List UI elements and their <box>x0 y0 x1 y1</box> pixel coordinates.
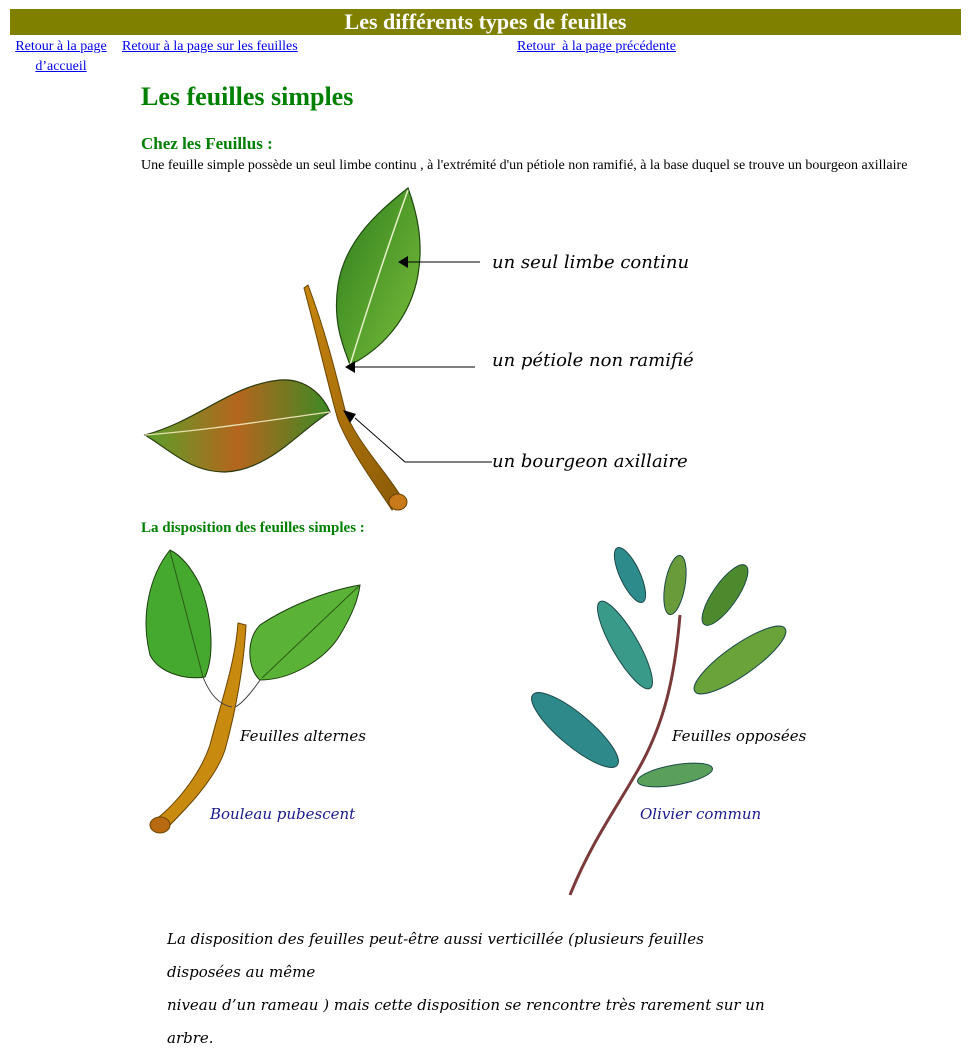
bouleau-twig-cut <box>150 817 170 833</box>
label-bourgeon: un bourgeon axillaire <box>492 451 688 472</box>
previous-page-link[interactable]: Retour à la page précédente <box>517 39 676 54</box>
olivier-leaf-4 <box>589 595 662 695</box>
intro-text: Une feuille simple possède un seul limbe continu , à l'extrémité d'un pétiole non ramifié, à la base duquel se trouve un bourgeon axillaire <box>141 158 908 173</box>
twig-cut-end <box>389 494 407 510</box>
verticillee-note <box>167 923 767 1055</box>
page-title: Les feuilles simples <box>141 82 354 111</box>
alternate-leaves-diagram <box>140 545 500 845</box>
home-link-line1: Retour à la page <box>15 39 107 54</box>
section-title-feuillus: Chez les Feuillus : <box>141 134 273 153</box>
leaves-page-link[interactable]: Retour à la page sur les feuilles <box>122 39 298 54</box>
olivier-leaf-2 <box>660 554 690 617</box>
opposite-leaves-diagram <box>515 545 815 905</box>
label-bouleau: Bouleau pubescent <box>210 805 356 823</box>
note-line-1: La disposition des feuilles peut-être aussi verticillée (plusieurs feuilles disposées au même <box>167 930 704 981</box>
page-banner <box>10 9 961 35</box>
label-limbe: un seul limbe continu <box>492 252 690 273</box>
label-petiole: un pétiole non ramifié <box>492 350 694 371</box>
olivier-leaf-3 <box>695 559 756 632</box>
section-title-disposition: La disposition des feuilles simples : <box>141 520 365 536</box>
olivier-leaf-1 <box>608 544 651 607</box>
olivier-leaf-5 <box>686 616 793 704</box>
label-alternes: Feuilles alternes <box>240 727 366 745</box>
lower-leaf <box>145 380 330 472</box>
bouleau-leaf-right <box>250 585 360 680</box>
note-line-2: niveau d’un rameau ) mais cette disposition se rencontre très rarement sur un arbre. <box>167 996 765 1047</box>
home-link[interactable] <box>10 37 112 77</box>
arrow-bourgeon <box>355 418 492 462</box>
label-opposees: Feuilles opposées <box>672 727 807 745</box>
page-banner-title: Les différents types de feuilles <box>344 9 627 34</box>
bouleau-leaf-left <box>146 550 211 678</box>
label-olivier: Olivier commun <box>640 805 762 823</box>
home-link-line2: d’accueil <box>35 59 87 74</box>
olivier-leaf-6 <box>523 682 628 777</box>
olivier-leaf-7 <box>636 759 714 792</box>
simple-leaf-diagram <box>140 180 700 520</box>
